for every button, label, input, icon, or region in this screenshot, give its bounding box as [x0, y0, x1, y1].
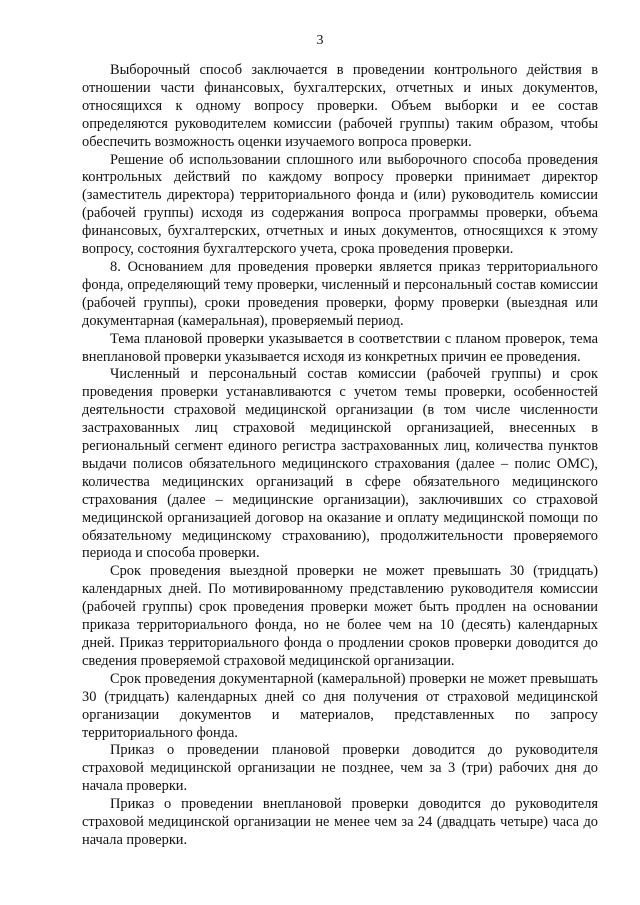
paragraph-onsite-duration: Срок проведения выездной проверки не может превышать 30 (тридцать) календарных дней. По мотивированному представлению руководителя комиссии (рабочей группы) срок проведения проверки может быть продлен на основании приказа территориального фонда, но не более чем на 10 (десять) календарных дней. Приказ территориального фонда о продлении сроков проверки доводится до сведения проверяемой страховой медицинской организации.: [82, 563, 598, 669]
document-body: [82, 62, 598, 850]
paragraph-planned-notice: Приказ о проведении плановой проверки доводится до руководителя страховой медицинской организации не позднее, чем за 3 (три) рабочих дня до начала проверки.: [82, 742, 598, 795]
paragraph-inspection-basis: 8. Основанием для проведения проверки является приказ территориального фонда, определяющий тему проверки, численный и персональный состав комиссии (рабочей группы), сроки проведения проверки, форму проверки (выездная или документарная (камеральная), проверяемый период.: [82, 258, 598, 329]
page-number: 3: [316, 33, 324, 48]
paragraph-inspection-topic: Тема плановой проверки указывается в соответствии с планом проверок, тема внеплановой проверки указывается исходя из конкретных причин ее проведения.: [82, 330, 598, 365]
paragraph-desk-duration: Срок проведения документарной (камеральной) проверки не может превышать 30 (тридцать) календарных дней со дня получения от страховой медицинской организации документов и материалов, представленных по запросу территориального фонда.: [82, 670, 598, 741]
paragraph-sample-method: Выборочный способ заключается в проведении контрольного действия в отношении части финансовых, бухгалтерских, отчетных и иных документов, относящихся к одному вопросу проверки. Объем выборки и ее состав определяются руководителем комиссии (рабочей группы) таким образом, чтобы обеспечить возможность оценки изучаемого вопроса проверки.: [82, 62, 598, 150]
paragraph-method-decision: Решение об использовании сплошного или выборочного способа проведения контрольных действий по каждому вопросу проверки принимает директор (заместитель директора) территориального фонда и (или) руководитель комиссии (рабочей группы) исходя из содержания вопроса программы проверки, объема финансовых, бухгалтерских, отчетных и иных документов, относящихся к этому вопросу, состояния бухгалтерского учета, срока проведения проверки.: [82, 151, 598, 258]
paragraph-commission-composition: Численный и персональный состав комиссии (рабочей группы) и срок проведения проверки устанавливаются с учетом темы проверки, особенностей деятельности страховой медицинской организации (в том числе численности застрахованных лиц страховой медицинской организацией, внесенных в региональный сегмент единого регистра застрахованных лиц, количества пунктов выдачи полисов обязательного медицинского страхования (далее – полис ОМС), количества медицинских организаций в сфере обязательного медицинского страхования (далее – медицинские организации), заключивших со страховой медицинской организацией договор на оказание и оплату медицинской помощи по обязательному медицинскому страхованию), продолжительности проверяемого периода и способа проверки.: [82, 366, 598, 562]
paragraph-unplanned-notice: Приказ о проведении внеплановой проверки доводится до руководителя страховой медицинской организации не менее чем за 24 (двадцать четыре) часа до начала проверки.: [82, 796, 598, 848]
